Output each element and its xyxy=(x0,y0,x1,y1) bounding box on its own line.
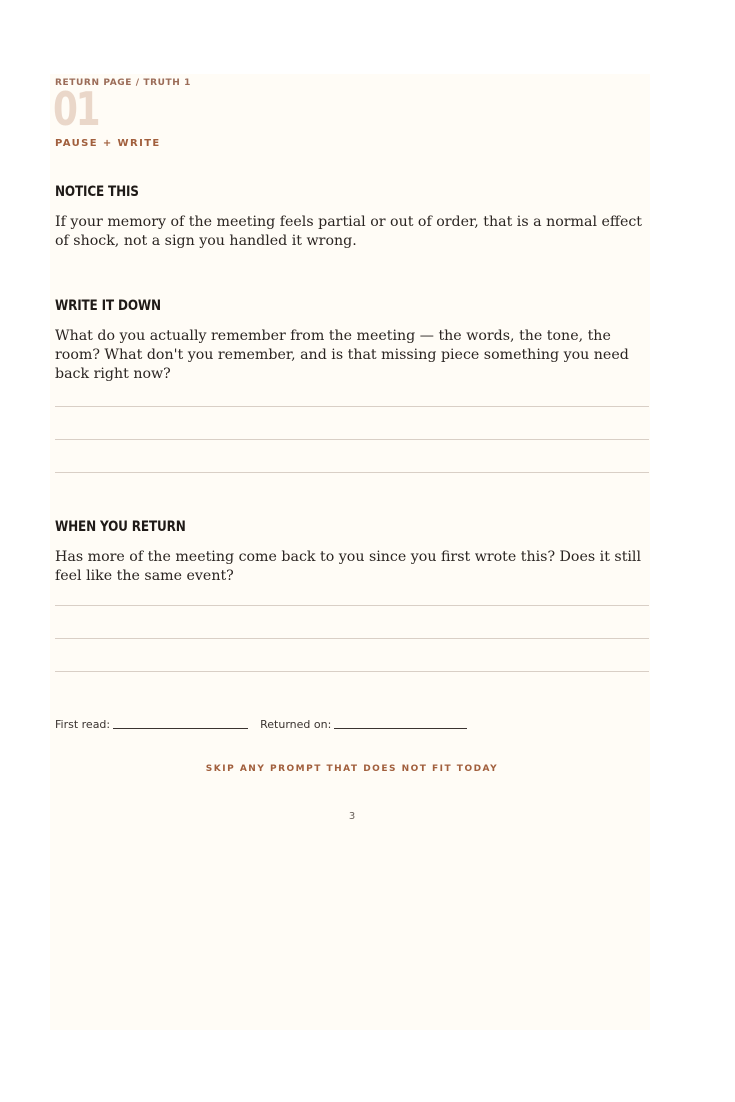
writing-line[interactable] xyxy=(55,406,649,407)
first-read-field[interactable] xyxy=(113,728,248,729)
page-subhead: PAUSE + WRITE xyxy=(55,138,161,149)
writing-line[interactable] xyxy=(55,638,649,639)
first-read-label: First read: xyxy=(55,718,111,731)
returned-on-field[interactable] xyxy=(334,728,467,729)
section-title-notice: NOTICE THIS xyxy=(55,184,139,200)
section-title-return: WHEN YOU RETURN xyxy=(55,519,186,535)
writing-line[interactable] xyxy=(55,671,649,672)
section-text-return: Has more of the meeting come back to you since you first wrote this? Does it still feel like the same event? xyxy=(55,549,642,584)
page-number: 3 xyxy=(348,811,356,822)
truth-number: 01 xyxy=(53,82,99,136)
journal-page xyxy=(50,74,650,1030)
skip-prompt-note: SKIP ANY PROMPT THAT DOES NOT FIT TODAY xyxy=(205,764,499,774)
returned-on-label: Returned on: xyxy=(260,718,332,731)
writing-line[interactable] xyxy=(55,439,649,440)
writing-line[interactable] xyxy=(55,472,649,473)
section-title-write: WRITE IT DOWN xyxy=(55,298,161,314)
section-text-write: What do you actually remember from the meeting — the words, the tone, the room? What don't you remember, and is that missing piece something you need back right now? xyxy=(55,328,629,382)
page-eyebrow: RETURN PAGE / TRUTH 1 xyxy=(55,78,191,88)
date-row xyxy=(55,718,467,731)
section-text-notice: If your memory of the meeting feels partial or out of order, that is a normal effect of shock, not a sign you handled it wrong. xyxy=(55,214,643,249)
writing-line[interactable] xyxy=(55,605,649,606)
